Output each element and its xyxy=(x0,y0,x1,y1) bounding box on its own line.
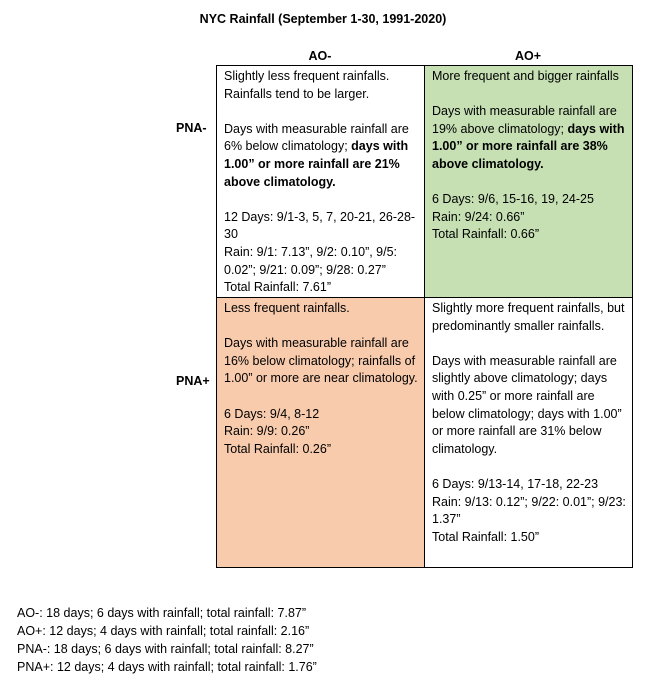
cell-summary-line: Slightly more frequent rainfalls, but predominantly smaller rainfalls. xyxy=(432,301,625,333)
summary-line: AO+: 12 days; 4 days with rainfall; total rainfall: 2.16” xyxy=(17,624,310,638)
cell-rain-list: Rain: 9/1: 7.13”, 9/2: 0.10”, 9/5: 0.02”; 9/21: 0.09”; 9/28: 0.27” xyxy=(224,244,398,277)
cell-days-list: 6 Days: 9/4, 8-12 xyxy=(224,406,320,421)
cell-total-rainfall: Total Rainfall: 7.61” xyxy=(224,280,332,295)
cell-summary-line: Less frequent rainfalls. xyxy=(224,301,350,315)
cell-summary-line: Slightly less frequent rainfalls. xyxy=(224,69,390,83)
summary-list xyxy=(17,604,317,676)
cell-rain-list: Rain: 9/13: 0.12”; 9/22: 0.01”; 9/23: 1.37” xyxy=(432,494,626,527)
rainfall-matrix xyxy=(216,65,633,568)
row-header-pna-pos: PNA+ xyxy=(176,374,210,388)
cell-climatology-text: Days with measurable rainfall are slightly above climatology; days with 0.25” or more rainfall are below climatology; days with 1.00” or more rainfall are 31% below climatology. xyxy=(432,353,622,456)
cell-pna-neg-ao-pos xyxy=(425,66,633,298)
cell-pna-pos-ao-neg xyxy=(217,298,425,568)
cell-summary-line: More frequent and bigger rainfalls xyxy=(432,69,619,83)
cell-pna-neg-ao-neg xyxy=(217,66,425,298)
climatology-heavy: days with 1.00” or more rainfall are 21% above climatology. xyxy=(224,139,409,189)
cell-climatology-text xyxy=(432,103,627,173)
cell-rain-list: Rain: 9/24: 0.66” xyxy=(432,209,525,224)
climatology-heavy: days with 1.00” or more rainfall are 38% above climatology. xyxy=(432,121,625,171)
cell-rain-list: Rain: 9/9: 0.26” xyxy=(224,424,310,439)
cell-pna-pos-ao-pos xyxy=(425,298,633,568)
cell-total-rainfall: Total Rainfall: 1.50” xyxy=(432,529,540,544)
cell-days-list: 6 Days: 9/13-14, 17-18, 22-23 xyxy=(432,476,599,491)
column-header-ao-neg: AO- xyxy=(308,49,332,63)
summary-line: PNA-: 18 days; 6 days with rainfall; total rainfall: 8.27” xyxy=(17,642,314,656)
cell-days-list: 6 Days: 9/6, 15-16, 19, 24-25 xyxy=(432,192,594,207)
page-title: NYC Rainfall (September 1-30, 1991-2020) xyxy=(199,12,447,26)
row-header-pna-neg: PNA- xyxy=(176,121,207,135)
climatology-measurable: Days with measurable rainfall are 19% above climatology; xyxy=(432,104,617,136)
cell-climatology-text xyxy=(224,121,419,191)
cell-total-rainfall: Total Rainfall: 0.26” xyxy=(224,441,332,456)
cell-summary-line: Rainfalls tend to be larger. xyxy=(224,86,370,101)
cell-days-list: 12 Days: 9/1-3, 5, 7, 20-21, 26-28-30 xyxy=(224,209,416,242)
summary-line: PNA+: 12 days; 4 days with rainfall; total rainfall: 1.76” xyxy=(17,660,317,674)
cell-total-rainfall: Total Rainfall: 0.66” xyxy=(432,227,540,242)
cell-climatology-text: Days with measurable rainfall are 16% below climatology; rainfalls of 1.00” or more are near climatology. xyxy=(224,336,418,386)
climatology-measurable: Days with measurable rainfall are 6% below climatology; xyxy=(224,121,409,154)
summary-line: AO-: 18 days; 6 days with rainfall; total rainfall: 7.87” xyxy=(17,606,307,620)
column-header-ao-pos: AO+ xyxy=(514,49,542,63)
